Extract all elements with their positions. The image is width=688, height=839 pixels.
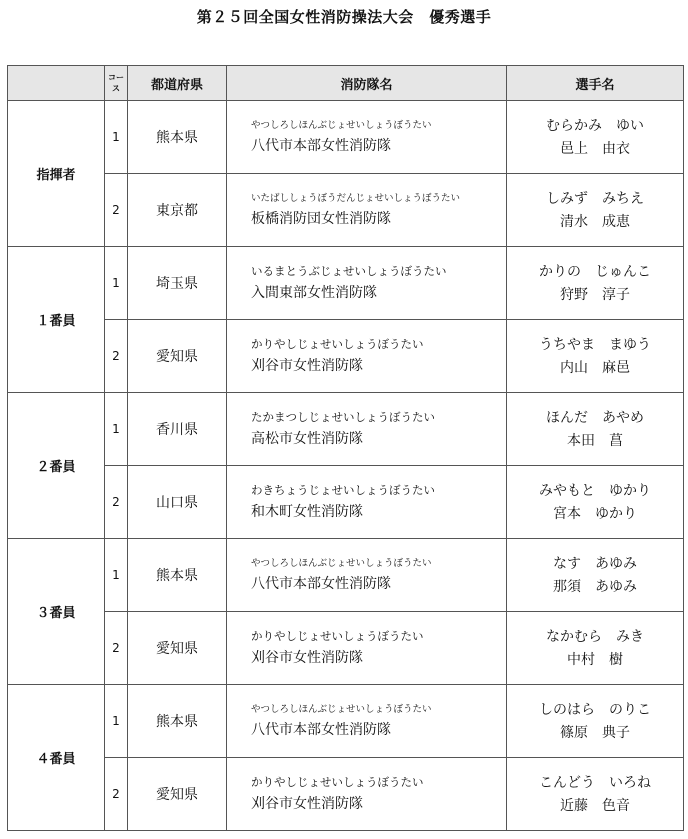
player-cell bbox=[507, 758, 684, 831]
prefecture-cell: 熊本県 bbox=[128, 685, 227, 758]
player-name: 狩野 淳子 bbox=[560, 286, 630, 303]
player-name: 那須 あゆみ bbox=[553, 578, 637, 595]
team-name: 刈谷市女性消防隊 bbox=[251, 358, 363, 375]
team-name: 八代市本部女性消防隊 bbox=[251, 138, 391, 155]
player-cell bbox=[507, 685, 684, 758]
table-row bbox=[8, 101, 684, 174]
team-kana: たかまつしじょせいしょうぼうたい bbox=[251, 409, 435, 424]
player-name: 宮本 ゆかり bbox=[553, 505, 637, 522]
player-name: 中村 樹 bbox=[567, 651, 623, 668]
player-kana: みやもと ゆかり bbox=[539, 482, 651, 499]
player-kana: なす あゆみ bbox=[553, 555, 637, 572]
team-kana: いたばししょうぼうだんじょせいしょうぼうたい bbox=[251, 192, 461, 204]
course-cell: 1 bbox=[105, 393, 128, 466]
course-cell: 2 bbox=[105, 612, 128, 685]
team-cell bbox=[227, 758, 507, 831]
team-cell bbox=[227, 393, 507, 466]
team-name: 高松市女性消防隊 bbox=[251, 431, 363, 448]
team-name: 刈谷市女性消防隊 bbox=[251, 650, 363, 667]
team-cell bbox=[227, 466, 507, 539]
course-cell: 2 bbox=[105, 466, 128, 539]
player-cell bbox=[507, 612, 684, 685]
team-kana: かりやしじょせいしょうぼうたい bbox=[251, 336, 424, 351]
prefecture-cell: 熊本県 bbox=[128, 101, 227, 174]
prefecture-cell: 愛知県 bbox=[128, 758, 227, 831]
player-header: 選手名 bbox=[507, 66, 684, 101]
team-kana: やつしろしほんぶじょせいしょうぼうたい bbox=[251, 119, 432, 131]
role-cell: ２番員 bbox=[8, 393, 105, 539]
course-cell: 1 bbox=[105, 101, 128, 174]
player-cell bbox=[507, 466, 684, 539]
player-cell bbox=[507, 320, 684, 393]
table-row bbox=[8, 466, 684, 539]
team-name: 入間東部女性消防隊 bbox=[251, 285, 377, 302]
team-kana: やつしろしほんぶじょせいしょうぼうたい bbox=[251, 703, 432, 715]
player-cell bbox=[507, 539, 684, 612]
prefecture-cell: 愛知県 bbox=[128, 320, 227, 393]
role-cell: 指揮者 bbox=[8, 101, 105, 247]
player-kana: なかむら みき bbox=[546, 628, 644, 645]
team-name: 板橋消防団女性消防隊 bbox=[251, 211, 391, 228]
team-name: 八代市本部女性消防隊 bbox=[251, 722, 391, 739]
role-cell: ４番員 bbox=[8, 685, 105, 831]
player-kana: むらかみ ゆい bbox=[546, 117, 644, 134]
table-row bbox=[8, 758, 684, 831]
role-header bbox=[8, 66, 105, 101]
role-cell: １番員 bbox=[8, 247, 105, 393]
table-row bbox=[8, 539, 684, 612]
team-kana: やつしろしほんぶじょせいしょうぼうたい bbox=[251, 557, 432, 569]
team-cell bbox=[227, 612, 507, 685]
player-name: 内山 麻邑 bbox=[560, 359, 630, 376]
table-row bbox=[8, 174, 684, 247]
team-name: 刈谷市女性消防隊 bbox=[251, 796, 363, 813]
course-cell: 1 bbox=[105, 247, 128, 320]
page-title: 第２５回全国女性消防操法大会 優秀選手 bbox=[196, 8, 492, 26]
player-kana: うちやま まゆう bbox=[539, 336, 651, 353]
player-name: 清水 成恵 bbox=[560, 213, 630, 230]
course-cell: 2 bbox=[105, 320, 128, 393]
team-kana: わきちょうじょせいしょうぼうたい bbox=[251, 482, 435, 497]
course-cell: 2 bbox=[105, 758, 128, 831]
player-name: 邑上 由衣 bbox=[560, 140, 630, 157]
player-name: 近藤 色音 bbox=[560, 797, 630, 814]
table-row bbox=[8, 393, 684, 466]
player-cell bbox=[507, 393, 684, 466]
team-cell bbox=[227, 174, 507, 247]
team-cell bbox=[227, 685, 507, 758]
team-name: 和木町女性消防隊 bbox=[251, 504, 363, 521]
award-table bbox=[7, 65, 684, 831]
player-name: 篠原 典子 bbox=[560, 724, 630, 741]
prefecture-cell: 愛知県 bbox=[128, 612, 227, 685]
player-kana: しみず みちえ bbox=[546, 190, 644, 207]
player-kana: かりの じゅんこ bbox=[539, 263, 651, 280]
player-cell bbox=[507, 174, 684, 247]
team-cell bbox=[227, 320, 507, 393]
team-kana: かりやしじょせいしょうぼうたい bbox=[251, 774, 424, 789]
prefecture-cell: 香川県 bbox=[128, 393, 227, 466]
course-cell: 2 bbox=[105, 174, 128, 247]
table-row bbox=[8, 612, 684, 685]
course-cell: 1 bbox=[105, 539, 128, 612]
team-name: 八代市本部女性消防隊 bbox=[251, 576, 391, 593]
team-cell bbox=[227, 539, 507, 612]
course-cell: 1 bbox=[105, 685, 128, 758]
player-cell bbox=[507, 101, 684, 174]
player-kana: ほんだ あやめ bbox=[546, 409, 644, 426]
prefecture-cell: 山口県 bbox=[128, 466, 227, 539]
player-kana: こんどう いろね bbox=[539, 774, 651, 791]
table-row bbox=[8, 320, 684, 393]
team-kana: いるまとうぶじょせいしょうぼうたい bbox=[251, 263, 447, 278]
team-cell bbox=[227, 101, 507, 174]
team-cell bbox=[227, 247, 507, 320]
player-cell bbox=[507, 247, 684, 320]
prefecture-cell: 埼玉県 bbox=[128, 247, 227, 320]
table-row bbox=[8, 247, 684, 320]
player-name: 本田 菖 bbox=[567, 432, 623, 449]
prefecture-cell: 熊本県 bbox=[128, 539, 227, 612]
player-kana: しのはら のりこ bbox=[539, 701, 651, 718]
table-row bbox=[8, 685, 684, 758]
role-cell: ３番員 bbox=[8, 539, 105, 685]
prefecture-cell: 東京都 bbox=[128, 174, 227, 247]
course-header: コース bbox=[105, 66, 128, 101]
header-row bbox=[8, 66, 684, 101]
prefecture-header: 都道府県 bbox=[128, 66, 227, 101]
team-header: 消防隊名 bbox=[227, 66, 507, 101]
team-kana: かりやしじょせいしょうぼうたい bbox=[251, 628, 424, 643]
